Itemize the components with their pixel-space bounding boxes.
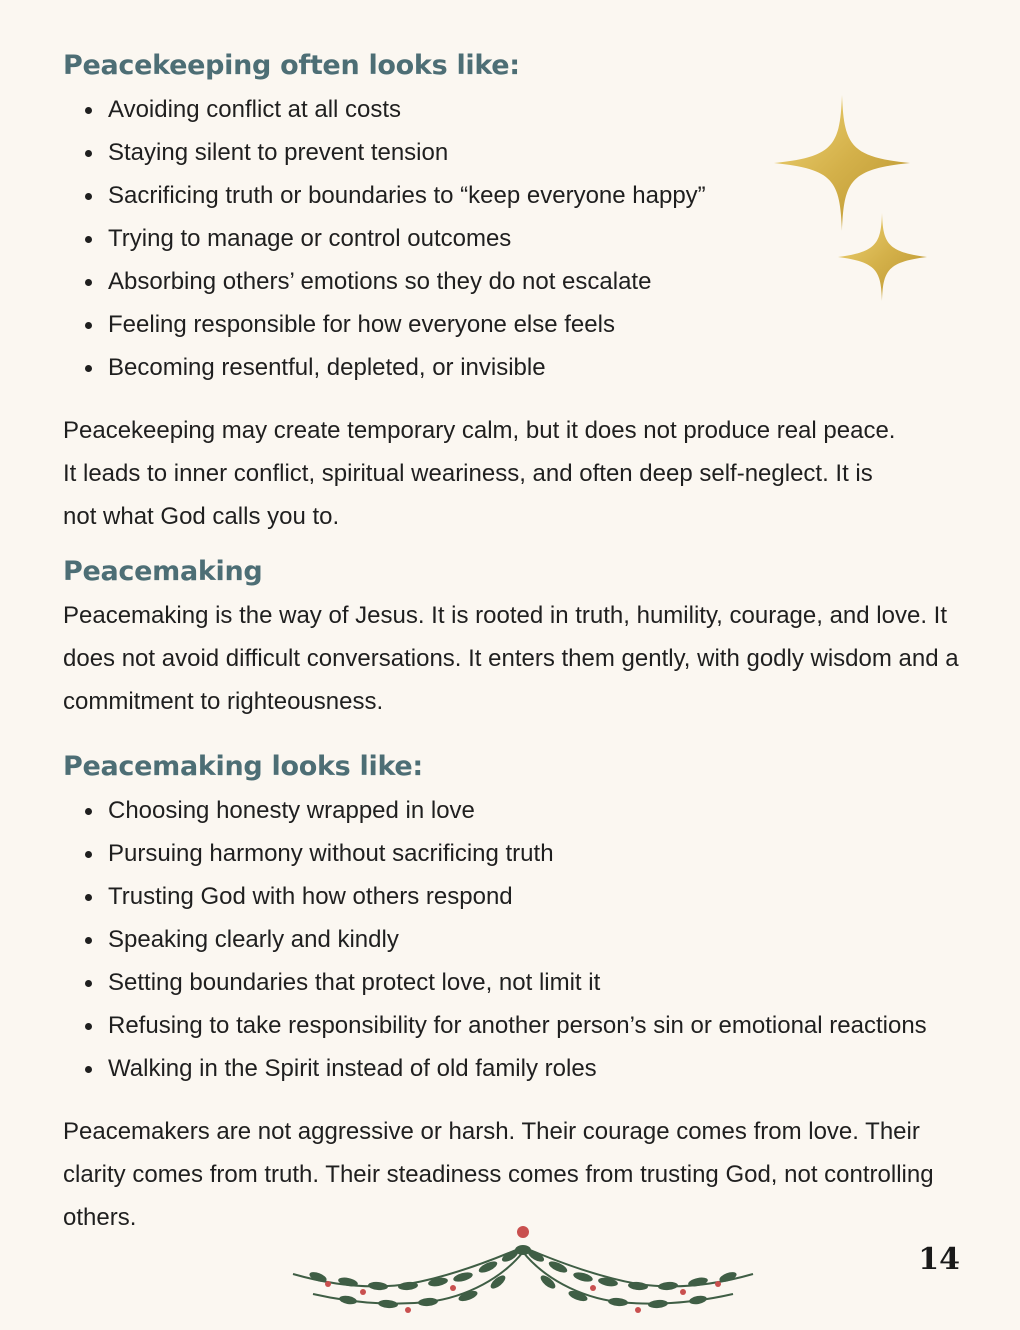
list-item: Refusing to take responsibility for another person’s sin or emotional reactions: [85, 1004, 983, 1047]
small-star-icon: [838, 213, 927, 301]
sparkle-stars-icon: [770, 95, 930, 305]
peacemaking-looks-like-heading: Peacemaking looks like:: [63, 751, 423, 782]
peacemaking-list: [63, 789, 983, 1090]
list-item: Speaking clearly and kindly: [85, 918, 983, 961]
large-star-icon: [774, 95, 910, 231]
page-number: 14: [918, 1242, 960, 1277]
peacemakers-paragraph: Peacemakers are not aggressive or harsh. Their courage comes from love. Their clarity comes from truth. Their steadiness comes from trusting God, not controlling others.: [63, 1118, 934, 1231]
list-item: Staying silent to prevent tension: [85, 131, 983, 174]
list-item: Choosing honesty wrapped in love: [85, 789, 983, 832]
garland-icon: [288, 1222, 758, 1322]
list-item: Avoiding conflict at all costs: [85, 88, 983, 131]
list-item: Trying to manage or control outcomes: [85, 217, 983, 260]
list-item: Sacrificing truth or boundaries to “keep everyone happy”: [85, 174, 983, 217]
list-item: Absorbing others’ emotions so they do not escalate: [85, 260, 983, 303]
list-item: Trusting God with how others respond: [85, 875, 983, 918]
peacekeeping-paragraph: Peacekeeping may create temporary calm, but it does not produce real peace. It leads to inner conflict, spiritual weariness, and often deep self-neglect. It is not what God calls you to.: [63, 417, 896, 530]
list-item: Walking in the Spirit instead of old family roles: [85, 1047, 983, 1090]
peacemaking-heading: Peacemaking: [63, 556, 263, 587]
peacemaking-paragraph: Peacemaking is the way of Jesus. It is rooted in truth, humility, courage, and love. It does not avoid difficult conversations. It enters them gently, with godly wisdom and a commitment to righteousness.: [63, 602, 959, 715]
list-item: Becoming resentful, depleted, or invisible: [85, 346, 983, 389]
peacekeeping-heading: Peacekeeping often looks like:: [63, 50, 520, 81]
list-item: Pursuing harmony without sacrificing truth: [85, 832, 983, 875]
list-item: Feeling responsible for how everyone else feels: [85, 303, 983, 346]
list-item: Setting boundaries that protect love, not limit it: [85, 961, 983, 1004]
